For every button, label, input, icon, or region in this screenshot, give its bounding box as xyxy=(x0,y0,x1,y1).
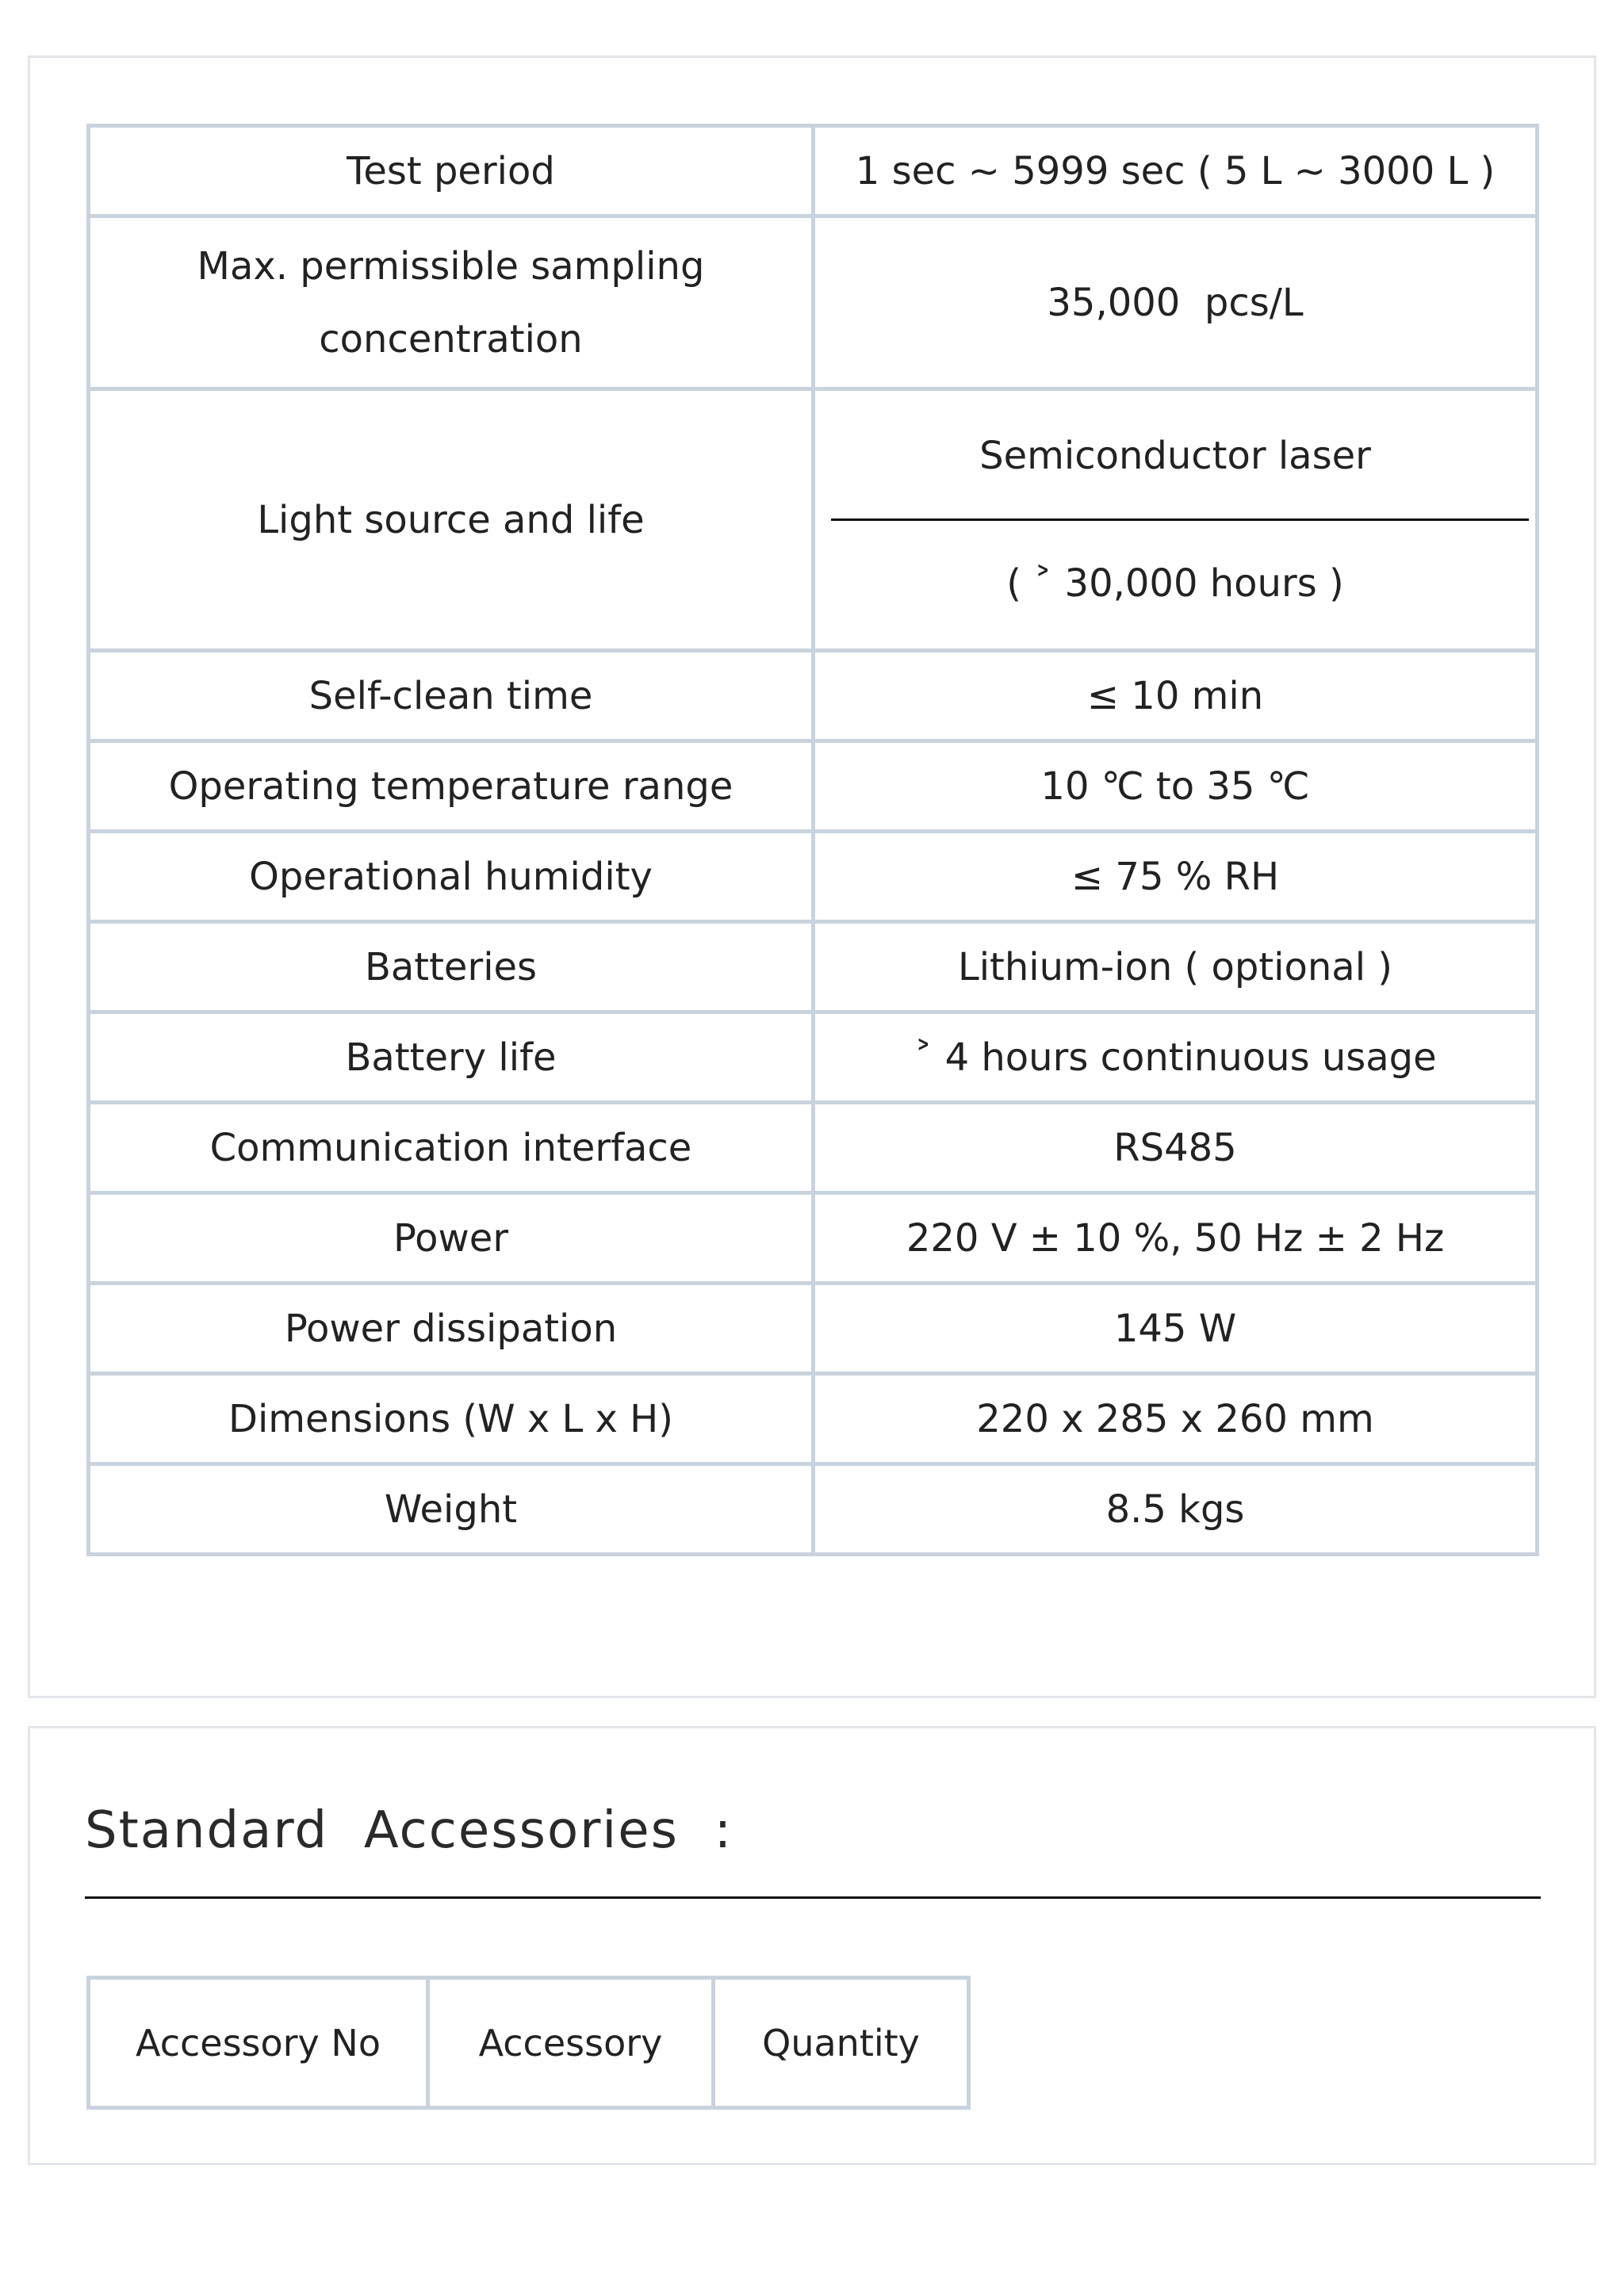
table-row xyxy=(89,741,1538,832)
spec-value-batteries: Lithium-ion ( optional ) xyxy=(814,922,1538,1012)
spec-label-light-source: Light source and life xyxy=(89,389,814,651)
spec-value-self-clean: ≤ 10 min xyxy=(814,651,1538,741)
table-row xyxy=(89,832,1538,922)
table-row xyxy=(89,651,1538,741)
divider xyxy=(85,1896,1541,1899)
spec-value-battery-life: ˃ 4 hours continuous usage xyxy=(814,1012,1538,1103)
spec-value-dimensions: 220 x 285 x 260 mm xyxy=(814,1374,1538,1464)
column-header-accessory: Accessory xyxy=(428,1978,714,2108)
specifications-table xyxy=(86,124,1539,1556)
spec-value-interface: RS485 xyxy=(814,1103,1538,1193)
spec-label-battery-life: Battery life xyxy=(89,1012,814,1103)
spec-label-self-clean: Self-clean time xyxy=(89,651,814,741)
spec-label-line: concentration xyxy=(319,316,583,362)
table-row xyxy=(89,1012,1538,1103)
accessories-panel xyxy=(28,1726,1596,2165)
accessories-heading: Standard Accessories : xyxy=(85,1801,733,1860)
table-row xyxy=(89,1193,1538,1284)
table-row xyxy=(89,1464,1538,1555)
spec-value-humidity: ≤ 75 % RH xyxy=(814,832,1538,922)
column-header-quantity: Quantity xyxy=(714,1978,969,2108)
table-row xyxy=(89,922,1538,1012)
spec-label-interface: Communication interface xyxy=(89,1103,814,1193)
spec-value-test-period: 1 sec ~ 5999 sec ( 5 L ~ 3000 L ) xyxy=(814,126,1538,216)
table-row xyxy=(89,1284,1538,1374)
table-row xyxy=(89,126,1538,216)
spec-label-power: Power xyxy=(89,1193,814,1284)
accessories-table xyxy=(86,1976,971,2110)
spec-value-power-dissipation: 145 W xyxy=(814,1284,1538,1374)
spec-value-light-source xyxy=(814,389,1538,651)
specifications-panel xyxy=(28,55,1596,1698)
table-row xyxy=(89,1103,1538,1193)
spec-value-weight: 8.5 kgs xyxy=(814,1464,1538,1555)
table-header-row xyxy=(89,1978,969,2108)
spec-label-batteries: Batteries xyxy=(89,922,814,1012)
table-row xyxy=(89,1374,1538,1464)
table-row xyxy=(89,216,1538,389)
light-source-type: Semiconductor laser xyxy=(979,433,1371,478)
spec-label-line: Max. permissible sampling xyxy=(197,243,705,289)
spec-label-temperature: Operating temperature range xyxy=(89,741,814,832)
spec-label-weight: Weight xyxy=(89,1464,814,1555)
spec-label-max-concentration xyxy=(89,216,814,389)
spec-value-temperature: 10 ℃ to 35 ℃ xyxy=(814,741,1538,832)
light-source-life: ( ˃ 30,000 hours ) xyxy=(1006,561,1344,607)
spec-label-power-dissipation: Power dissipation xyxy=(89,1284,814,1374)
spec-label-humidity: Operational humidity xyxy=(89,832,814,922)
spec-value-power: 220 V ± 10 %, 50 Hz ± 2 Hz xyxy=(814,1193,1538,1284)
spec-label-dimensions: Dimensions (W x L x H) xyxy=(89,1374,814,1464)
spec-label-test-period: Test period xyxy=(89,126,814,216)
spec-value-max-concentration: 35,000 pcs/L xyxy=(814,216,1538,389)
column-header-accessory-no: Accessory No xyxy=(89,1978,428,2108)
table-row xyxy=(89,389,1538,651)
